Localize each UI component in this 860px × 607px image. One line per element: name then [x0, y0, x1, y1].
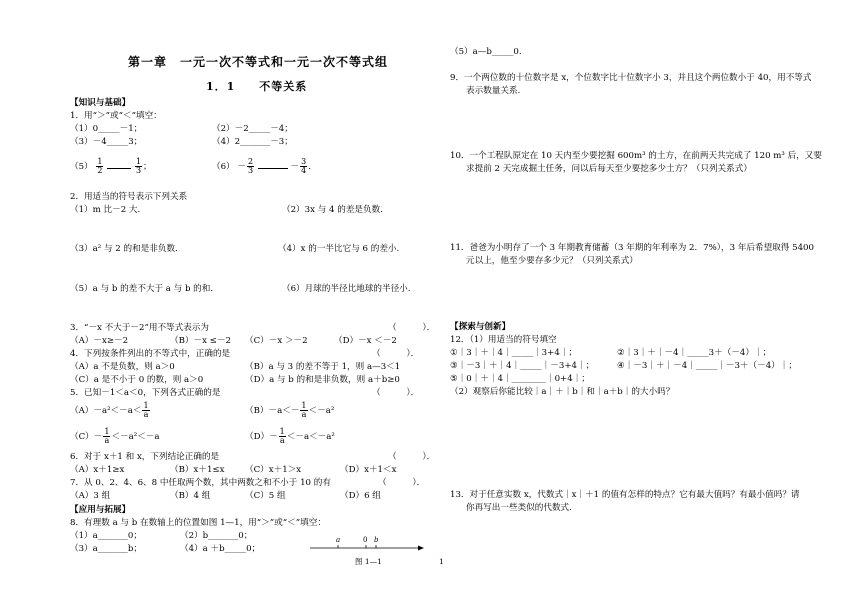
explore-heading: 【探索与创新】: [450, 322, 511, 332]
fraction-one-half: $\frac{1}{2}$: [97, 157, 103, 175]
q1-item-1: （1）0_____－1；: [70, 124, 143, 134]
question-10-line-1: 10．一个工程队原定在 10 天内至少要挖掘 600m³ 的土方，在前两天共完成了 120 m³ 后，又要: [450, 151, 822, 161]
q8-item-4: （4）a ＋b_____0；: [180, 544, 261, 554]
question-9-line-1: 9．一个两位数的十位数字是 x，个位数字比十位数字小 3，并且这个两位数小于 40，用不等式: [450, 73, 812, 83]
q12-line-4: ④｜－3｜＋｜－4｜_____｜－3＋（－4）｜；: [617, 361, 797, 371]
question-4: 4．下列按条件列出的不等式中，正确的是: [70, 349, 231, 359]
axis-label-0: 0: [363, 536, 368, 544]
q3-option-d: （D）－x ＜－2: [334, 336, 397, 346]
question-12: 12．（1）用适当的符号填空: [450, 335, 557, 345]
q7-option-c: （C）5 组: [245, 491, 286, 501]
q7-option-d: （D）6 组: [340, 491, 381, 501]
question-1: 1．用“＞”或“＜”填空：: [70, 111, 162, 121]
q1-item-5-label: （5）: [70, 162, 93, 172]
q2-item-1: （1）m 比－2 大.: [70, 205, 141, 215]
question-9-line-2: 表示数量关系.: [466, 86, 521, 96]
q2-item-4: （4）x 的一半比它与 6 的差小.: [278, 244, 400, 254]
question-2: 2．用适当的符号表示下列关系: [70, 192, 188, 202]
fraction-1-over-a: $\frac{1}{a}$: [279, 427, 285, 445]
q6-answer-paren: （ ）．: [388, 452, 436, 462]
q8-item-5: （5）a—b_____0.: [450, 47, 522, 57]
fraction-two-thirds: $\frac{2}{3}$: [247, 157, 254, 175]
number-line-figure: [308, 530, 428, 558]
figure-caption: 图 1—1: [355, 557, 382, 566]
fraction-1-over-a: $\frac{1}{a}$: [143, 401, 149, 419]
answer-blank[interactable]: [258, 161, 288, 169]
q6-option-c: （C）x＋1＞x: [245, 465, 302, 475]
q12-line-3: ③｜－3｜＋｜4｜_____｜－3+4｜；: [450, 361, 595, 371]
q8-item-1: （1）a_______0；: [70, 531, 142, 541]
q3-option-a: （A）－x≥－2: [70, 336, 129, 346]
q4-option-b: （B）a 与 3 的差不等于 1，则 a—3＜1: [245, 362, 401, 372]
q12-line-2: ②｜3｜＋｜－4｜_____3＋（－4）｜；: [617, 348, 772, 358]
q6-option-a: （A）x＋1≥x: [70, 465, 125, 475]
q6-option-b: （B）x＋1≤x: [170, 465, 225, 475]
q2-item-3: （3）a² 与 2 的和是非负数.: [70, 244, 178, 254]
question-13-line-2: 你再写出一些类似的代数式.: [466, 503, 572, 513]
axis-label-b: b: [374, 536, 379, 544]
fraction-one-third: $\frac{1}{3}$: [135, 157, 142, 175]
q5-option-c: （C）－ $\frac{1}{a}$ ＜－a²＜－a: [70, 427, 160, 445]
q8-item-2: （2）b_______0；: [180, 531, 253, 541]
q1-item-2: （2）－2_____－4；: [212, 124, 293, 134]
q12-line-1: ①｜3｜＋｜4｜_____｜3+4｜；: [450, 348, 578, 358]
question-7: 7．从 0、2、4、6、8 中任取两个数，其中两数之和不小于 10 的有: [70, 478, 331, 488]
q1-item-6: （6） － $\frac{2}{3}$ － $\frac{3}{4}$ .: [212, 157, 311, 175]
q4-answer-paren: （ ）．: [372, 349, 420, 359]
q5-option-d: （D）－ $\frac{1}{a}$ ＜－a＜－a²: [245, 427, 335, 445]
chapter-title: 第一章 一元一次不等式和一元一次不等式组: [128, 55, 389, 69]
q3-option-b: （B）－x ≤－2: [170, 336, 231, 346]
question-8: 8．有理数 a 与 b 在数轴上的位置如图 1—1，用“＞”或“＜”填空：: [70, 518, 326, 528]
knowledge-heading: 【知识与基础】: [70, 98, 131, 108]
fraction-1-over-a: $\frac{1}{a}$: [301, 401, 307, 419]
question-3: 3．“－x 不大于－2”用不等式表示为: [70, 323, 210, 333]
q3-answer-paren: （ ）．: [388, 323, 436, 333]
q5-option-b: （B）－a＜－ $\frac{1}{a}$ ＜－a²: [245, 401, 335, 419]
question-10-line-2: 求提前 2 天完成掘土任务，问以后每天至少要挖多少土方？（只列关系式）: [466, 164, 752, 174]
q12-line-5: ⑤｜0｜＋｜4｜________｜0+4｜；: [450, 374, 590, 384]
q1-item-6-label: （6）: [212, 162, 235, 172]
question-11-line-1: 11．爸爸为小明存了一个 3 年期教育储蓄（3 年期的年利率为 2．7%），3 年后希望取得 5400: [450, 243, 814, 253]
q5-option-a: （A）－a²＜－a＜ $\frac{1}{a}$: [70, 401, 149, 419]
q7-answer-paren: （ ）．: [378, 478, 426, 488]
q8-item-3: （3）a_______b；: [70, 544, 142, 554]
question-6: 6．对于 x＋1 和 x，下列结论正确的是: [70, 452, 220, 462]
question-11-line-2: 元以上，他至少要存多少元？（只列关系式）: [466, 256, 638, 266]
q2-item-6: （6）月球的半径比地球的半径小.: [282, 284, 411, 294]
q1-item-4: （4）2_______－3；: [212, 137, 293, 147]
q4-option-a: （A）a 不是负数，则 a＞0: [70, 362, 175, 372]
q4-option-d: （D）a 与 b 的和是非负数，则 a＋b≥0: [245, 375, 400, 385]
fraction-1-over-a: $\frac{1}{a}$: [104, 427, 110, 445]
q6-option-d: （D）x＋1＜x: [340, 465, 397, 475]
section-title: 1．1 不等关系: [206, 80, 308, 93]
page-number: 1: [439, 557, 444, 566]
q3-option-c: （C）－x ＞－2: [245, 336, 308, 346]
q5-answer-paren: （ ）．: [372, 388, 420, 398]
question-5: 5．已知－1＜a＜0，下列各式正确的是: [70, 388, 221, 398]
fraction-three-quarters: $\frac{3}{4}$: [301, 157, 307, 175]
q1-item-5: （5） $\frac{1}{2}$ $\frac{1}{3}$ ；: [70, 157, 152, 175]
q12-part-2: （2）观察后你能比较｜a｜＋｜b｜和｜a＋b｜的大小吗？: [450, 387, 675, 397]
q2-item-2: （2）3x 与 4 的差是负数.: [282, 205, 383, 215]
answer-blank[interactable]: [107, 161, 131, 169]
question-13-line-1: 13．对于任意实数 x，代数式｜x｜＋1 的值有怎样的特点？它有最大值吗？有最小值吗？请: [450, 490, 800, 500]
q7-option-a: （A）3 组: [70, 491, 111, 501]
q4-option-c: （C）a 是不小于 0 的数，则 a＞0: [70, 375, 204, 385]
axis-label-a: a: [336, 536, 341, 544]
application-heading: 【应用与拓展】: [70, 505, 131, 515]
q1-item-3: （3）－4_____3；: [70, 137, 143, 147]
arrow-right-icon: [418, 546, 424, 551]
q2-item-5: （5）a 与 b 的差不大于 a 与 b 的和.: [70, 284, 214, 294]
q7-option-b: （B）4 组: [170, 491, 211, 501]
